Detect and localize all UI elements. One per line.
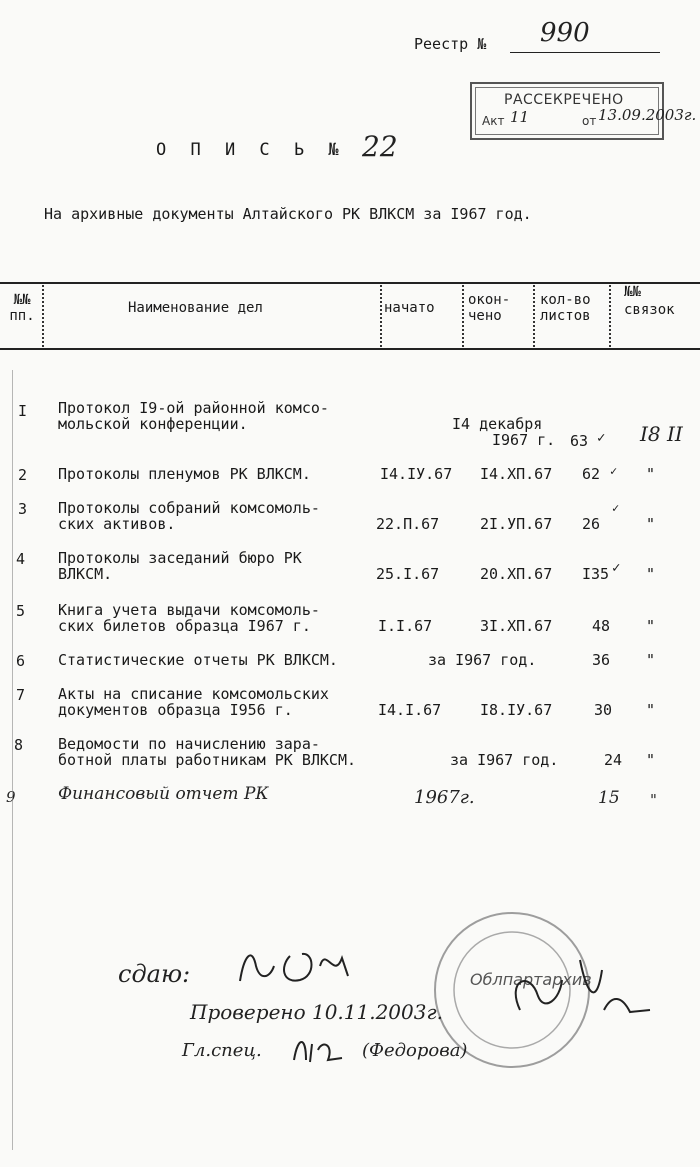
chief-specialist-name: (Федорова) [362, 1040, 468, 1061]
row-name-line2: ских активов. [58, 515, 176, 533]
row-end: 20.XП.67 [480, 565, 553, 583]
header-end-line2: чено [468, 308, 502, 324]
row-name-line1: Книга учета выдачи комсомоль- [58, 601, 320, 619]
row-name [58, 400, 329, 432]
row-number: 4 [16, 550, 26, 568]
row-name-line1: Протокол I9-ой районной комсо- [58, 399, 329, 417]
header-start: начато [384, 300, 435, 316]
check-mark-icon: ✓ [612, 501, 620, 515]
column-divider [42, 285, 44, 347]
row-period: 1967г. [414, 787, 475, 808]
row-end: 3I.XП.67 [480, 617, 553, 635]
row-period: за I967 год. [428, 651, 537, 669]
row-sheets: 26 [582, 515, 601, 533]
row-number: 3 [18, 500, 28, 518]
row-bundle: " [646, 651, 656, 669]
check-mark-icon: ✓ [612, 560, 621, 576]
header-number-line1: №№ [13, 292, 31, 308]
row-name [58, 500, 320, 532]
row-bundle: " [646, 701, 656, 719]
row-name-line2: мольской конференции. [58, 415, 248, 433]
table-header-bottom-rule [0, 348, 700, 350]
declassified-date: 13.09.2003г. [598, 106, 697, 124]
row-sheets: 36 [592, 651, 611, 669]
header-end [468, 292, 510, 324]
row-bundle: " [646, 515, 656, 533]
row-end: 2I.УП.67 [480, 515, 553, 533]
row-sheets: 62 [582, 465, 601, 483]
row-name [58, 602, 320, 634]
row-name: Статистические отчеты РК ВЛКСМ. [58, 651, 338, 669]
check-mark-icon: ✓ [597, 430, 606, 446]
row-start: I.I.67 [378, 617, 433, 635]
row-bundle: " [646, 617, 656, 635]
header-number [4, 292, 40, 324]
checked-note: Проверено 10.11.2003г. [190, 1000, 443, 1024]
header-sheets-line2: листов [540, 308, 591, 324]
row-name [58, 736, 356, 768]
row-name [58, 686, 329, 718]
table-header-top-rule [0, 282, 700, 284]
row-sheets: 24 [604, 751, 623, 769]
header-bundles-line1: №№ [624, 284, 641, 300]
row-name: Финансовый отчет РК [58, 784, 269, 804]
declassified-stamp-title: РАССЕКРЕЧЕНО [504, 92, 624, 108]
row-bundle: " [650, 791, 657, 809]
declassified-act-number: 11 [510, 108, 530, 126]
row-start: 25.I.67 [376, 565, 440, 583]
registry-underline [510, 52, 660, 53]
declassified-from-label: от [582, 114, 597, 128]
row-name-line2: документов образца I956 г. [58, 701, 293, 719]
row-sheets: I35 [582, 565, 610, 583]
row-bundle: " [646, 751, 656, 769]
signature-chief-icon [288, 1030, 348, 1070]
header-bundles-line2: связок [624, 302, 675, 318]
row-end-line1: I4 декабря [452, 415, 543, 433]
inventory-number: 22 [362, 130, 398, 163]
document-subtitle: На архивные документы Алтайского РК ВЛКСМ за I967 год. [44, 205, 532, 223]
row-name-line2: ВЛКСМ. [58, 565, 113, 583]
row-name [58, 550, 302, 582]
row-bundle: " [646, 465, 656, 483]
row-name-line1: Протоколы собраний комсомоль- [58, 499, 320, 517]
row-sheets: 15 [598, 788, 620, 808]
row-number: 2 [18, 466, 28, 484]
header-sheets-line1: кол-во [540, 292, 591, 308]
header-sheets [540, 292, 591, 324]
row-sheets: 48 [592, 617, 611, 635]
row-end [452, 416, 555, 448]
handed-over-label: сдаю: [118, 960, 191, 988]
row-number: 5 [16, 602, 26, 620]
row-name-line2: ских билетов образца I967 г. [58, 617, 311, 635]
row-name: Протоколы пленумов РК ВЛКСМ. [58, 465, 311, 483]
row-start: I4.IУ.67 [380, 465, 453, 483]
header-end-line1: окон- [468, 292, 511, 308]
row-number: I [18, 402, 28, 420]
row-period: за I967 год. [450, 751, 559, 769]
header-name: Наименование дел [128, 300, 263, 316]
row-bundle: " [646, 565, 656, 583]
row-number: 8 [14, 736, 24, 754]
row-name-line1: Ведомости по начислению зара- [58, 735, 320, 753]
header-bundles [624, 284, 675, 318]
column-divider [533, 285, 535, 347]
check-mark-icon: ✓ [610, 464, 618, 478]
row-sheets: 30 [594, 701, 613, 719]
row-name-line2: ботной платы работникам РК ВЛКСМ. [58, 751, 357, 769]
row-sheets: 63 [570, 432, 589, 450]
inventory-title: О П И С Ь № [156, 140, 346, 160]
row-number: 7 [16, 686, 26, 704]
signature-archivist-icon [500, 940, 660, 1030]
row-end: I8.IУ.67 [480, 701, 553, 719]
row-name-line1: Протоколы заседаний бюро РК [58, 549, 302, 567]
row-number: 6 [16, 652, 26, 670]
column-divider [380, 285, 382, 347]
archive-stamp-center-text: Облпартархив [470, 970, 592, 989]
row-end-line2: I967 г. [492, 431, 556, 449]
registry-label: Реестр № [414, 35, 487, 53]
row-start: 22.П.67 [376, 515, 440, 533]
row-number: 9 [6, 788, 16, 806]
declassified-stamp [470, 82, 697, 140]
chief-specialist-label: Гл.спец. [182, 1040, 262, 1061]
column-divider [609, 285, 611, 347]
row-start: I4.I.67 [378, 701, 442, 719]
column-divider [462, 285, 464, 347]
page-fold-line [12, 370, 13, 1150]
row-end: I4.XП.67 [480, 465, 553, 483]
row-bundle: I8 II [640, 422, 683, 446]
row-name-line1: Акты на списание комсомольских [58, 685, 329, 703]
signature-handwritten-icon [230, 936, 360, 996]
registry-number: 990 [540, 18, 590, 48]
declassified-act-label: Акт [482, 114, 505, 128]
header-number-line2: пп. [9, 308, 35, 324]
